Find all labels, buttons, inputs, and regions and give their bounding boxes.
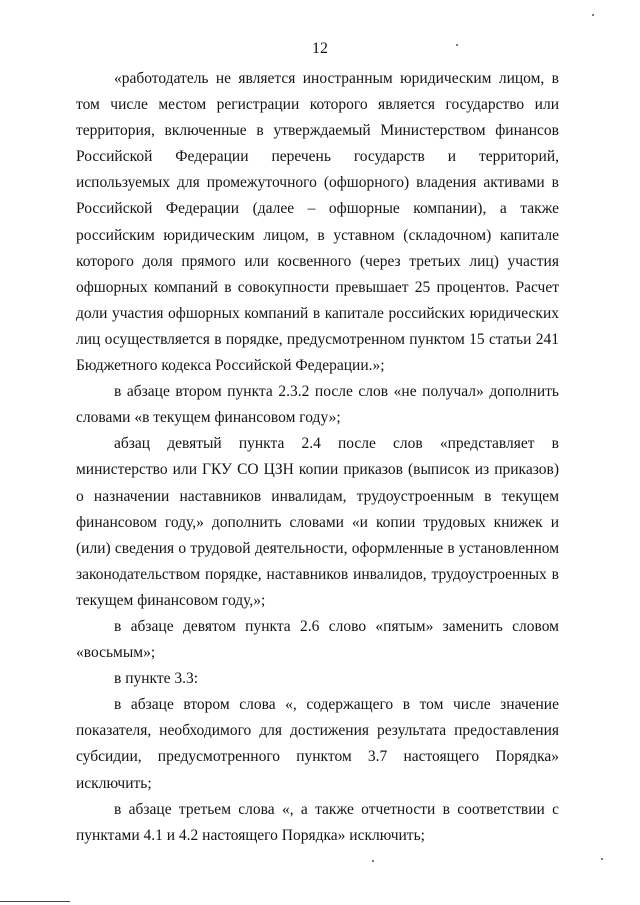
scan-speck: [456, 44, 458, 46]
paragraph-offshore-condition: «работодатель не является иностранным юридическим лицом, в том числе местом регистрации которого является государство или территория, включенные в утверждаемый Министерством финансов Российской Федерации перечень государств и территорий, используемых для промежуточного (офшорного) владения активами в Российской Федерации (далее – офшорные компании), а также российским юридическим лицом, в уставном (складочном) капитале которого доля прямого или косвенного (через третьих лиц) участия офшорных компаний в совокупности превышает 25 процентов. Расчет доли участия офшорных компаний в капитале российских юридических лиц осуществляется в порядке, предусмотренном пунктом 15 статьи 241 Бюджетного кодекса Российской Федерации.»;: [76, 70, 559, 375]
scan-speck: [592, 14, 594, 16]
paragraph-2-4-amendment: абзац девятый пункта 2.4 после слов «представляет в министерство или ГКУ СО ЦЗН копии приказов (выписок из приказов) о назначении наставников инвалидам, трудоустроенным в текущем финансовом году,» дополнить словами «и копии трудовых книжек и (или) сведения о трудовой деятельности, оформленные в установленном законодательством порядке, наставников инвалидов, трудоустроенных в текущем финансовом году,»;: [76, 435, 559, 609]
paragraph-2-3-2-amendment: в абзаце втором пункта 2.3.2 после слов «не получал» дополнить словами «в текущем финансовом году»;: [76, 383, 559, 427]
paragraph-2-6-amendment: в абзаце девятом пункта 2.6 слово «пятым» заменить словом «восьмым»;: [76, 617, 559, 662]
scan-speck: [372, 860, 374, 862]
document-body: [76, 66, 559, 849]
page-number: 12: [312, 40, 328, 57]
paragraph-3-3-heading: в пункте 3.3:: [114, 670, 199, 688]
scan-speck: [601, 858, 603, 860]
paragraph-3-3-second-abzac: в абзаце втором слова «, содержащего в том числе значение показателя, необходимого для достижения результата предоставления субсидии, предусмотренного пунктом 3.7 настоящего Порядка» исключить;: [76, 696, 559, 792]
paragraph-3-3-third-abzac: в абзаце третьем слова «, а также отчетности в соответствии с пунктами 4.1 и 4.2 настоящего Порядка» исключить;: [76, 800, 559, 844]
scan-edge-line: [0, 901, 70, 902]
